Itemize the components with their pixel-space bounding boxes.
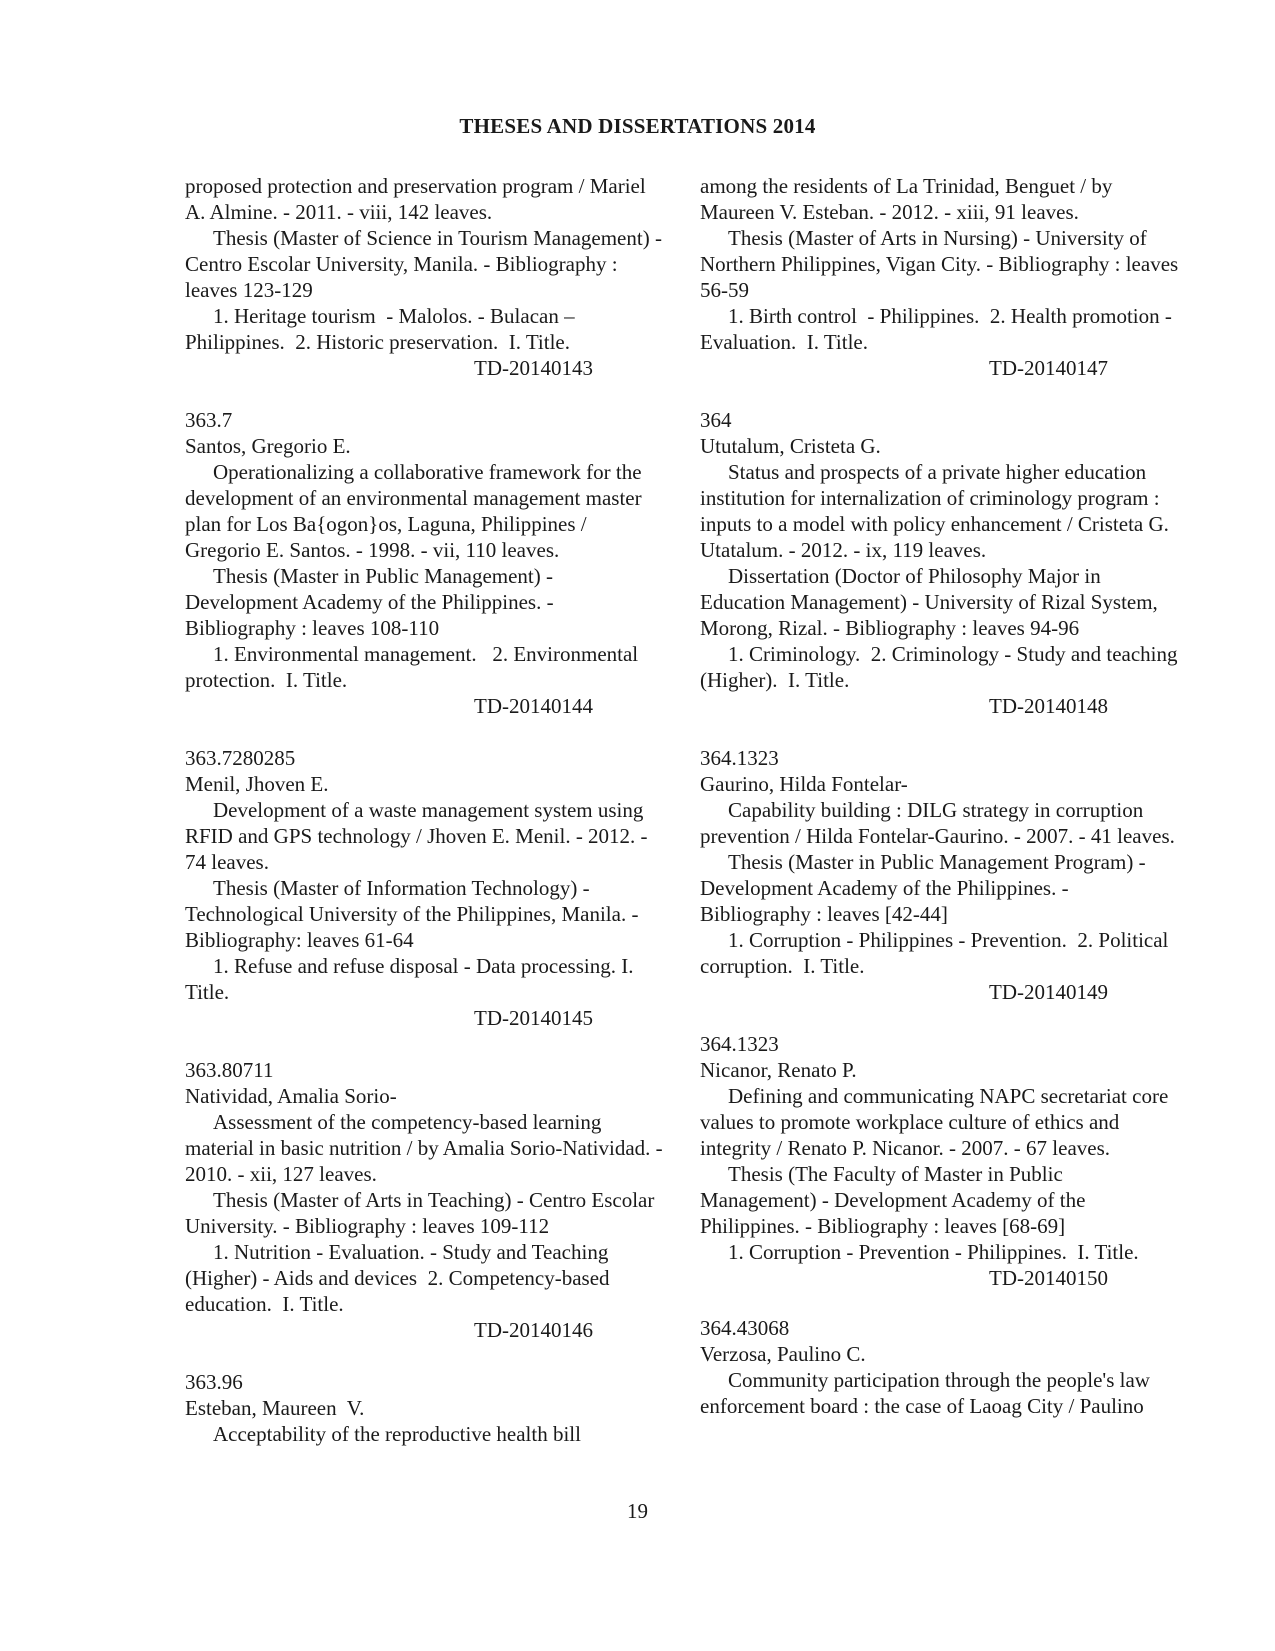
entry-description: Status and prospects of a private higher education institution for internalization of criminology program : inputs to a model with policy enhancement / Cristeta G. Utatalum. - 2012. - ix, 119 leaves.	[700, 460, 1175, 562]
entry-call-number: 364.1323	[700, 746, 779, 770]
catalog-entry	[700, 1031, 1180, 1291]
catalog-entry	[700, 407, 1183, 719]
entry-subjects: 1. Nutrition - Evaluation. - Study and Teaching (Higher) - Aids and devices 2. Competency-based education. I. Title.	[185, 1240, 615, 1316]
entry-accession-id: TD-20140143	[474, 356, 593, 380]
entry-subjects: 1. Corruption - Philippines - Prevention. 2. Political corruption. I. Title.	[700, 928, 1174, 978]
entry-thesis-note: Thesis (Master in Public Management) - Development Academy of the Philippines. - Bibliography : leaves 108-110	[185, 564, 559, 640]
page-title: THESES AND DISSERTATIONS 2014	[459, 114, 816, 138]
entry-subjects: 1. Criminology. 2. Criminology - Study and teaching (Higher). I. Title.	[700, 642, 1183, 692]
catalog-entry	[185, 407, 665, 719]
entry-subjects: 1. Birth control - Philippines. 2. Health promotion - Evaluation. I. Title.	[700, 304, 1178, 354]
entry-call-number: 364	[700, 408, 732, 432]
entry-accession-id: TD-20140148	[989, 694, 1108, 718]
entry-thesis-note: Thesis (Master in Public Management Program) - Development Academy of the Philippines. - Bibliography : leaves [42-44]	[700, 850, 1151, 926]
entry-description: Operationalizing a collaborative framework for the development of an environmental management master plan for Los Ba{ogon}os, Laguna, Philippines / Gregorio E. Santos. - 1998. - vii, 110 leaves.	[185, 460, 647, 562]
entry-description: Capability building : DILG strategy in corruption prevention / Hilda Fontelar-Gaurino. - 2007. - 41 leaves.	[700, 798, 1175, 848]
entry-call-number: 363.80711	[185, 1058, 274, 1082]
entry-call-number: 364.1323	[700, 1032, 779, 1056]
entry-author: Menil, Jhoven E.	[185, 772, 329, 796]
entry-description: Development of a waste management system using RFID and GPS technology / Jhoven E. Menil. - 2012. - 74 leaves.	[185, 798, 653, 874]
entry-accession-id: TD-20140146	[474, 1318, 593, 1342]
entry-description: Community participation through the people's law enforcement board : the case of Laoag City / Paulino	[700, 1368, 1156, 1418]
entry-accession-id: TD-20140150	[989, 1266, 1108, 1290]
entry-thesis-note: Dissertation (Doctor of Philosophy Major in Education Management) - University of Rizal System, Morong, Rizal. - Bibliography : leaves 94-96	[700, 564, 1164, 640]
entry-subjects: 1. Heritage tourism - Malolos. - Bulacan – Philippines. 2. Historic preservation. I. Title.	[185, 304, 580, 354]
catalog-entry	[185, 1057, 668, 1343]
entry-description: Assessment of the competency-based learning material in basic nutrition / by Amalia Sorio-Natividad. - 2010. - xii, 127 leaves.	[185, 1110, 668, 1186]
entry-thesis-note: Thesis (Master of Science in Tourism Management) - Centro Escolar University, Manila. - Bibliography : leaves 123-129	[185, 226, 668, 302]
entry-accession-id: TD-20140145	[474, 1006, 593, 1030]
entry-call-number: 363.96	[185, 1370, 243, 1394]
entry-author: Santos, Gregorio E.	[185, 434, 351, 458]
entry-subjects: 1. Refuse and refuse disposal - Data processing. I. Title.	[185, 954, 639, 1004]
entry-thesis-note: Thesis (Master of Arts in Nursing) - University of Northern Philippines, Vigan City. - Bibliography : leaves 56-59	[700, 226, 1184, 302]
entry-thesis-note: Thesis (The Faculty of Master in Public Management) - Development Academy of the Philippines. - Bibliography : leaves [68-69]	[700, 1162, 1091, 1238]
entry-author: Esteban, Maureen V.	[185, 1396, 365, 1420]
entry-subjects: 1. Environmental management. 2. Environmental protection. I. Title.	[185, 642, 644, 692]
entry-author: Natividad, Amalia Sorio-	[185, 1084, 397, 1108]
catalog-entry	[700, 1315, 1180, 1419]
entry-author: Gaurino, Hilda Fontelar-	[700, 772, 908, 796]
entry-thesis-note: Thesis (Master of Information Technology) - Technological University of the Philippines, Manila. - Bibliography: leaves 61-64	[185, 876, 644, 952]
entry-accession-id: TD-20140149	[989, 980, 1108, 1004]
entry-description: among the residents of La Trinidad, Benguet / by Maureen V. Esteban. - 2012. - xiii, 91 leaves.	[700, 174, 1118, 224]
entry-call-number: 363.7280285	[185, 746, 296, 770]
entry-thesis-note: Thesis (Master of Arts in Teaching) - Centro Escolar University. - Bibliography : leaves 109-112	[185, 1188, 660, 1238]
entry-subjects: 1. Corruption - Prevention - Philippines. I. Title.	[728, 1240, 1139, 1264]
catalog-entry	[185, 1369, 665, 1447]
entry-author: Nicanor, Renato P.	[700, 1058, 857, 1082]
entry-description: proposed protection and preservation program / Mariel A. Almine. - 2011. - viii, 142 leaves.	[185, 174, 650, 224]
entry-author: Verzosa, Paulino C.	[700, 1342, 866, 1366]
entry-call-number: 364.43068	[700, 1316, 790, 1340]
catalog-entry	[700, 173, 1184, 381]
entry-accession-id: TD-20140144	[474, 694, 593, 718]
catalog-entry	[185, 745, 665, 1031]
entry-description: Defining and communicating NAPC secretariat core values to promote workplace culture of ethics and integrity / Renato P. Nicanor. - 2007. - 67 leaves.	[700, 1084, 1174, 1160]
page-number: 19	[627, 1499, 648, 1523]
catalog-entry	[185, 173, 668, 381]
entry-description: Acceptability of the reproductive health bill	[213, 1422, 581, 1446]
entry-call-number: 363.7	[185, 408, 233, 432]
entry-accession-id: TD-20140147	[989, 356, 1108, 380]
right-column	[700, 173, 1184, 1445]
left-column	[185, 173, 668, 1473]
entry-author: Ututalum, Cristeta G.	[700, 434, 881, 458]
catalog-entry	[700, 745, 1180, 1005]
